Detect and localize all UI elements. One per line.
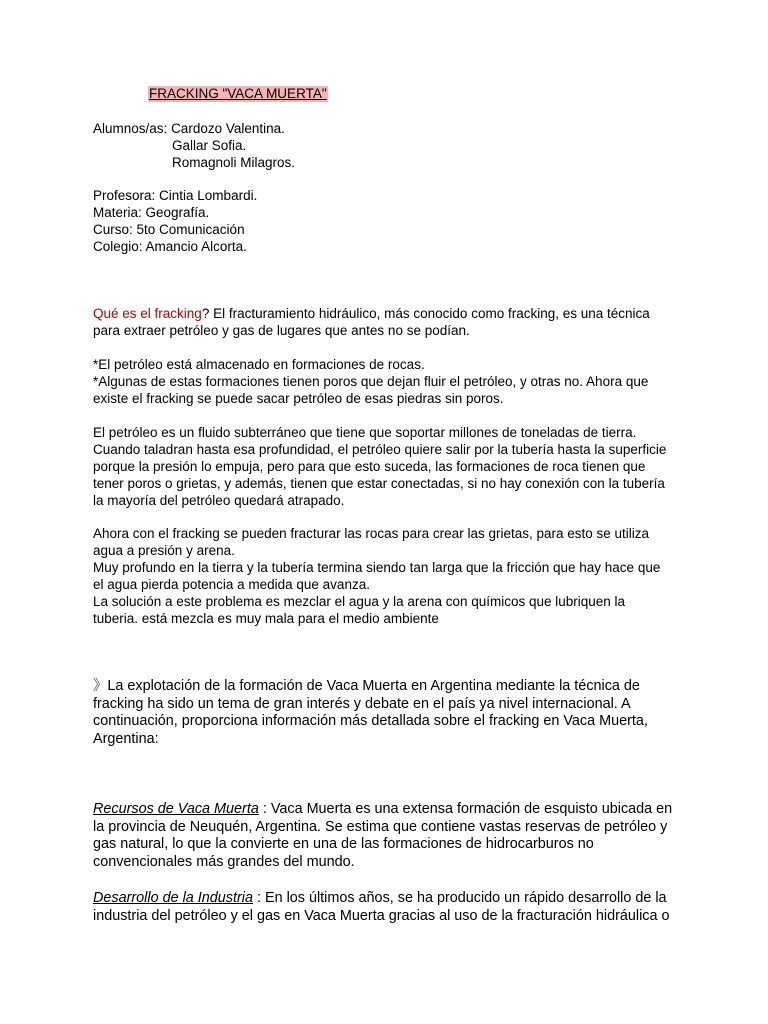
paragraph-line: industria del petróleo y el gas en Vaca Muerta gracias al uso de la fracturación hidráulica o [93,907,670,924]
bullet-line: existe el fracking se puede sacar petróleo de esas piedras sin poros. [93,391,504,406]
paragraph-line: tener poros o grietas, y además, tienen que estar conectadas, si no hay conexión con la tubería [93,476,665,491]
paragraph-line: porque la presión lo empuja, pero para que esto suceda, las formaciones de roca tienen que [93,459,646,474]
desarrollo-line-1 [93,890,678,908]
paragraph-line: Ahora con el fracking se pueden fracturar las rocas para crear las grietas, para esto se utiliza [93,526,650,541]
desarrollo-heading: Desarrollo de la Industria [93,890,253,906]
paragraph-line: continuación, proporciona información más detallada sobre el fracking en Vaca Muerta, [93,713,648,730]
paragraph-line: Muy profundo en la tierra y la tubería termina siendo tan larga que la fricción que hay hace que [93,560,661,575]
paragraph-line: agua a presión y arena. [93,543,235,558]
paragraph-line: convencionales más grandes del mundo. [93,853,355,870]
paragraph-line: el agua pierda potencia a medida que avanza. [93,577,370,592]
intro-line-2: para extraer petróleo y gas de lugares que antes no se podían. [93,323,470,338]
desarrollo-text: : En los últimos años, se ha producido un rápido desarrollo de la [252,890,667,906]
petroleum-paragraph [93,424,683,509]
paragraph-line: Argentina: [93,730,159,747]
document-title: FRACKING "VACA MUERTA" [149,86,327,101]
bullets-paragraph [93,356,683,407]
student-name: Gallar Sofia. [172,138,247,153]
paragraph-line: El petróleo es un fluido subterráneo que tiene que soportar millones de toneladas de tierra. [93,425,637,440]
paragraph-line: 》La explotación de la formación de Vaca Muerta en Argentina mediante la técnica de [93,678,640,694]
course-info-block [93,187,683,255]
paragraph-line: la mayoría del petróleo quedará atrapado. [93,493,345,508]
vaca-muerta-intro-paragraph [93,678,678,748]
students-label: Alumnos/as: [93,121,168,136]
bullet-line: *Algunas de estas formaciones tienen poros que dejan fluir el petróleo, y otras no. Ahora que [93,374,649,389]
paragraph-line: gas natural, lo que la convierte en una de las formaciones de hidrocarburos no [93,836,594,853]
intro-paragraph [93,305,683,339]
paragraph-line: la provincia de Neuquén, Argentina. Se estima que contiene vastas reservas de petróleo y [93,818,668,835]
course-line: Curso: 5to Comunicación [93,222,245,237]
bullet-line: *El petróleo está almacenado en formaciones de rocas. [93,357,425,372]
paragraph-line: Cuando taladran hasta esa profundidad, el petróleo quiere salir por la tubería hasta la superficie [93,442,667,457]
fracking-question: Qué es el fracking [93,306,202,321]
student-line-1 [93,120,683,137]
school-line: Colegio: Amancio Alcorta. [93,239,247,254]
teacher-line: Profesora: Cintia Lombardi. [93,188,258,203]
intro-line-1 [93,305,683,322]
fracking-method-paragraph [93,525,683,627]
paragraph-line: fracking ha sido un tema de gran interés y debate en el país ya nivel internacional. A [93,695,631,712]
paragraph-line: tuberia. está mezcla es muy mala para el medio ambiente [93,611,439,626]
paragraph-line: La solución a este problema es mezclar el agua y la arena con químicos que lubriquen la [93,594,626,609]
student-name: Cardozo Valentina. [171,121,285,136]
recursos-paragraph [93,801,678,871]
subject-line: Materia: Geografía. [93,205,210,220]
recursos-text: : Vaca Muerta es una extensa formación de esquisto ubicada en [258,801,673,817]
intro-text: ? El fracturamiento hidráulico, más conocido como fracking, es una técnica [201,306,650,321]
desarrollo-paragraph [93,890,678,925]
student-name: Romagnoli Milagros. [172,155,296,170]
students-block [93,120,683,171]
recursos-line-1 [93,801,678,819]
recursos-heading: Recursos de Vaca Muerta [93,801,259,817]
